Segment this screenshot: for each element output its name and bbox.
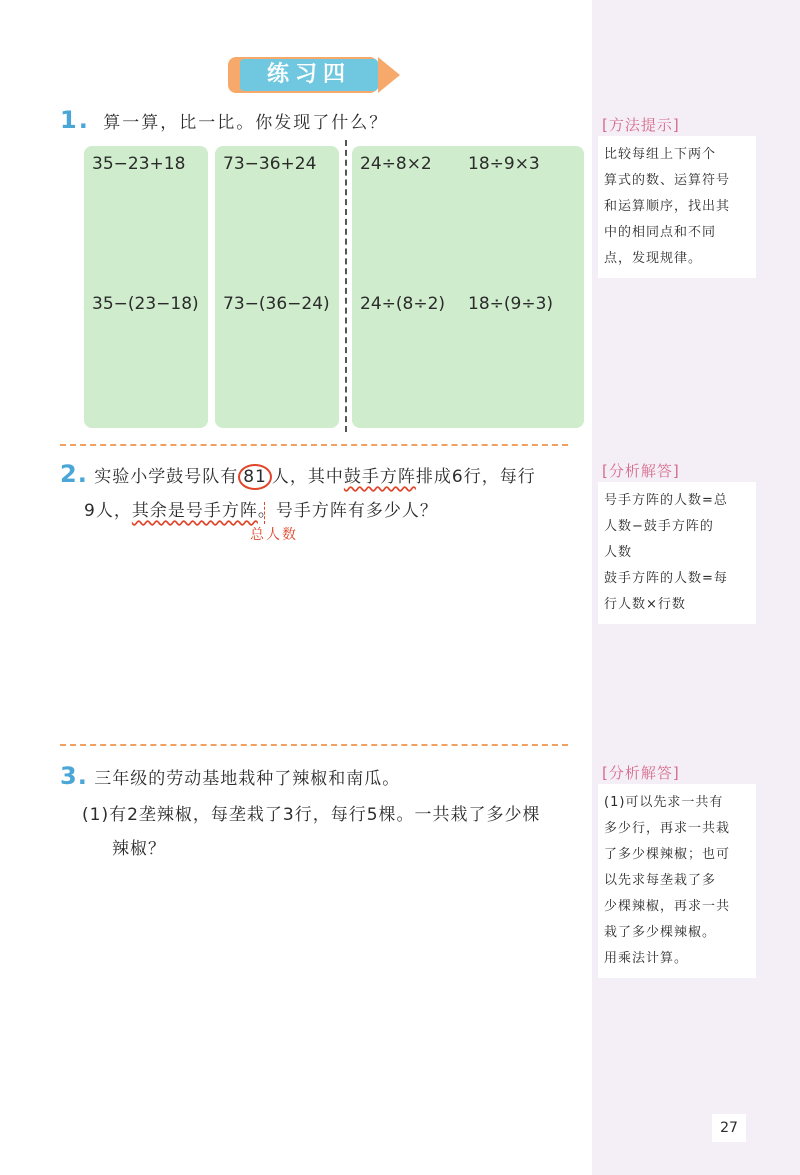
analysis-tip-label: [分析解答] bbox=[602, 764, 680, 782]
tip-line: 以先求每垄栽了多 bbox=[604, 873, 717, 888]
question-2 bbox=[60, 460, 570, 521]
question-3 bbox=[60, 762, 400, 790]
section-divider bbox=[60, 444, 568, 446]
expression-top: 35−23+18 bbox=[92, 154, 186, 174]
expression-top: 24÷8×2 bbox=[360, 154, 432, 174]
expression-cell bbox=[352, 146, 476, 428]
question-text-part: 实验小学鼓号队有 bbox=[94, 467, 239, 487]
title-arrow-icon bbox=[378, 57, 400, 93]
tip-line: 中的相同点和不同 bbox=[604, 225, 717, 240]
tip-line: 少棵辣椒，再求一共 bbox=[604, 899, 731, 914]
tip-line: 人数−鼓手方阵的 bbox=[604, 519, 714, 534]
tip-line: 和运算顺序，找出其 bbox=[604, 199, 731, 214]
analysis-tip-label: [分析解答] bbox=[602, 462, 680, 480]
expression-cell bbox=[215, 146, 339, 428]
expression-bottom: 18÷(9÷3) bbox=[468, 294, 554, 314]
page-title: 练习四 bbox=[266, 62, 351, 87]
tip-line: 鼓手方阵的人数=每 bbox=[604, 571, 728, 586]
question-text: 三年级的劳动基地栽种了辣椒和南瓜。 bbox=[94, 769, 401, 789]
circled-number: 81 bbox=[238, 464, 272, 490]
question-number: 2. bbox=[60, 460, 88, 488]
question-number: 3. bbox=[60, 762, 88, 790]
expression-top: 18÷9×3 bbox=[468, 154, 540, 174]
tip-line: 点，发现规律。 bbox=[604, 251, 703, 266]
method-tip-label: [方法提示] bbox=[602, 116, 680, 134]
question-text: 算一算，比一比。你发现了什么？ bbox=[103, 113, 389, 133]
tip-line: (1)可以先求一共有 bbox=[604, 795, 724, 810]
expression-top: 73−36+24 bbox=[223, 154, 317, 174]
question-text-part: 人，其中 bbox=[271, 467, 344, 487]
tip-line: 多少行，再求一共栽 bbox=[604, 821, 731, 836]
expression-bottom: 24÷(8÷2) bbox=[360, 294, 446, 314]
question-text-part: 9人， bbox=[84, 501, 132, 521]
exercise-title-banner bbox=[228, 57, 408, 97]
expression-cell bbox=[460, 146, 584, 428]
tip-line: 行人数×行数 bbox=[604, 597, 686, 612]
expression-bottom: 35−(23−18) bbox=[92, 294, 199, 314]
question-1 bbox=[60, 106, 388, 134]
sub-question-1-continued: 辣椒？ bbox=[112, 839, 166, 859]
question-text-part: 。号手方阵有多少人？ bbox=[257, 501, 438, 521]
tip-line: 栽了多少棵辣椒。 bbox=[604, 925, 717, 940]
analysis-tip-box bbox=[598, 482, 756, 624]
tip-line: 算式的数、运算符号 bbox=[604, 173, 731, 188]
section-divider bbox=[60, 744, 568, 746]
annotation-label: 总人数 bbox=[250, 527, 298, 543]
expression-cell bbox=[84, 146, 208, 428]
tip-line: 用乘法计算。 bbox=[604, 951, 689, 966]
expression-bottom: 73−(36−24) bbox=[223, 294, 330, 314]
tip-line: 号手方阵的人数=总 bbox=[604, 493, 728, 508]
method-tip-box bbox=[598, 136, 756, 278]
analysis-tip-box bbox=[598, 784, 756, 978]
question-number: 1. bbox=[60, 106, 90, 134]
tip-line: 人数 bbox=[604, 545, 633, 560]
column-divider bbox=[345, 140, 347, 432]
underlined-text: 其余是号手方阵 bbox=[131, 501, 258, 521]
question-line-2 bbox=[84, 496, 438, 521]
sub-question-1: (1)有2垄辣椒，每垄栽了3行，每行5棵。一共栽了多少棵 bbox=[82, 805, 541, 825]
question-text-part: 排成6行，每行 bbox=[415, 467, 536, 487]
underlined-text: 鼓手方阵 bbox=[343, 467, 416, 487]
tip-line: 了多少棵辣椒；也可 bbox=[604, 847, 731, 862]
annotation-pointer bbox=[264, 502, 265, 524]
page-number: 27 bbox=[712, 1114, 746, 1142]
tip-line: 比较每组上下两个 bbox=[604, 147, 717, 162]
